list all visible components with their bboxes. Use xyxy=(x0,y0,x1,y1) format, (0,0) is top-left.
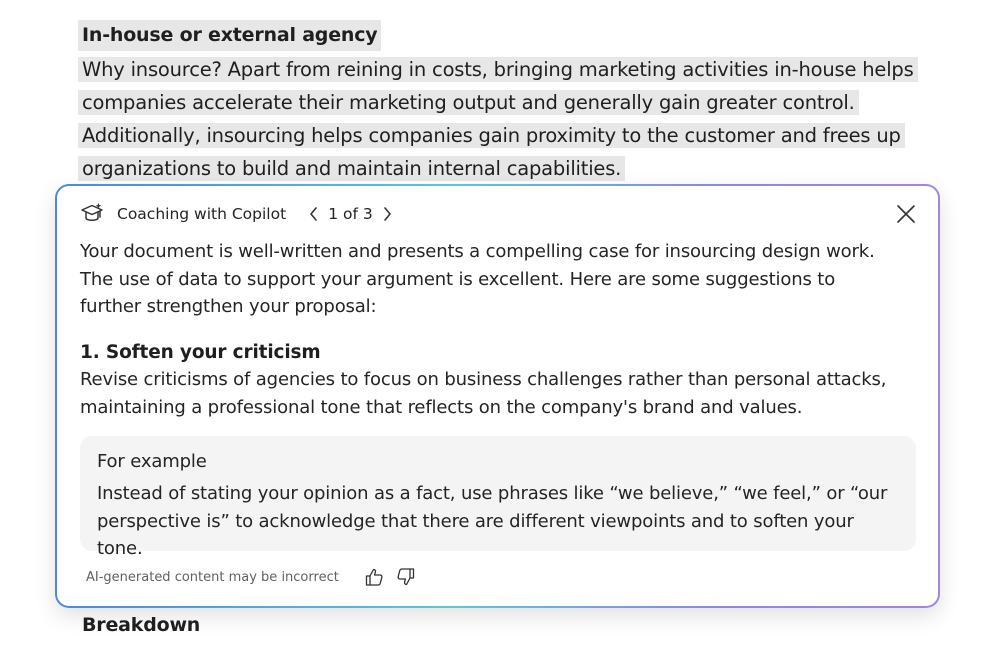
copilot-card-body xyxy=(57,186,938,606)
example-title: For example xyxy=(97,451,207,472)
example-text: Instead of stating your opinion as a fact, use phrases like “we believe,” “we feel,” or “our perspective is” to acknowledge that there are different viewpoints and to soften your tone. xyxy=(97,483,888,559)
card-footer xyxy=(86,566,417,588)
suggestion-text: Revise criticisms of agencies to focus on business challenges rather than personal attacks, maintaining a professional tone that reflects on the company's brand and values. xyxy=(80,369,887,418)
selected-paragraph[interactable] xyxy=(78,53,958,185)
pager-count: 1 of 3 xyxy=(328,205,373,223)
ai-disclaimer: AI-generated content may be incorrect xyxy=(86,569,339,585)
close-icon[interactable] xyxy=(894,202,918,226)
coaching-intro: Your document is well-written and presents a compelling case for insourcing design work. The use of data to support your argument is excellent. Here are some suggestions to further strengthen your proposal: xyxy=(80,241,875,317)
example-box xyxy=(80,436,916,559)
section-heading: In-house or external agency xyxy=(78,20,381,51)
thumbs-up-icon[interactable] xyxy=(363,566,385,588)
document-content xyxy=(78,20,958,185)
suggestion-pager xyxy=(306,204,395,224)
copilot-icon xyxy=(79,201,105,227)
suggestion-title: 1. Soften your criticism xyxy=(80,341,321,363)
card-header xyxy=(79,200,918,228)
card-title: Coaching with Copilot xyxy=(117,205,287,223)
chevron-right-icon[interactable] xyxy=(379,204,395,224)
next-section-heading: Breakdown xyxy=(82,614,201,636)
copilot-coaching-card xyxy=(55,184,940,608)
paragraph-text: Why insource? Apart from reining in costs, bringing marketing activities in-house helps companies accelerate their marketing output and generally gain greater control. Additionally, insourcing helps companies gain proximity to the customer and frees up organizations to build and maintain internal capabilities. xyxy=(78,57,918,181)
coaching-content xyxy=(80,238,900,421)
thumbs-down-icon[interactable] xyxy=(395,566,417,588)
chevron-left-icon[interactable] xyxy=(306,204,322,224)
